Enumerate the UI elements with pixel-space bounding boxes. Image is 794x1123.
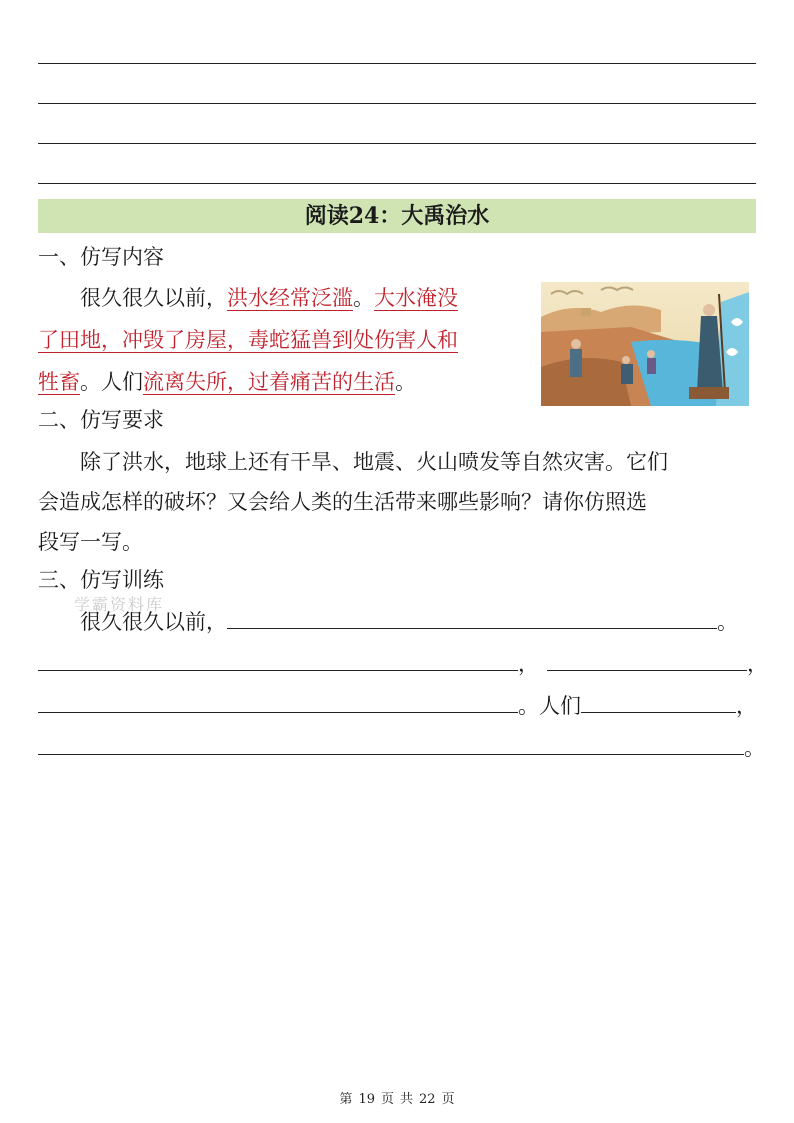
watermark: 学霸资料库: [74, 595, 165, 614]
page-number: 19: [358, 1092, 375, 1107]
text-segment: 。: [395, 370, 416, 394]
text-segment: ，: [747, 652, 768, 676]
text-segment: 。: [353, 286, 374, 310]
highlighted-phrase: 大水淹没: [374, 286, 458, 310]
text-segment: 很久很久以前，: [80, 610, 227, 634]
requirements-line-2: 会造成怎样的破坏？又会给人类的生活带来哪些影响？请你仿照选: [38, 490, 647, 514]
practice-line-1: [80, 606, 738, 637]
answer-blank[interactable]: [38, 690, 518, 713]
answer-blank[interactable]: [581, 690, 736, 713]
writing-line: [38, 63, 756, 64]
text-segment: 很久很久以前，: [80, 286, 227, 310]
total-pages: 22: [419, 1092, 436, 1107]
text-segment: ，: [736, 694, 757, 718]
passage-line-2: [38, 325, 458, 355]
answer-blank[interactable]: [38, 732, 744, 755]
answer-blank[interactable]: [547, 648, 747, 671]
writing-line: [38, 183, 756, 184]
text-segment: 。人们: [518, 694, 581, 718]
writing-line: [38, 103, 756, 104]
practice-line-2: [38, 648, 768, 679]
answer-blank[interactable]: [227, 606, 717, 629]
writing-line: [38, 143, 756, 144]
page-footer: [0, 1088, 794, 1107]
reading-title-banner: [38, 199, 756, 233]
requirements-line-3: 段写一写。: [38, 530, 143, 554]
section-heading-requirements: 二、仿写要求: [38, 408, 164, 432]
practice-line-4: [38, 732, 765, 763]
passage-line-3: [38, 367, 416, 397]
highlighted-phrase: 洪水经常泛滥: [227, 286, 353, 310]
answer-blank[interactable]: [38, 648, 518, 671]
footer-label: 共: [400, 1092, 414, 1107]
footer-label: 页: [441, 1092, 455, 1107]
text-segment: 。: [744, 736, 765, 760]
highlighted-phrase: 牲畜: [38, 370, 80, 394]
requirements-line-1: 除了洪水，地球上还有干旱、地震、火山喷发等自然灾害。它们: [80, 450, 668, 474]
dayu-illustration: [541, 282, 749, 406]
footer-label: 页: [380, 1092, 394, 1107]
reading-title: 阅读24：大禹治水: [304, 203, 490, 229]
text-segment: 。: [717, 610, 738, 634]
highlighted-phrase: 了田地，冲毁了房屋，毒蛇猛兽到处伤害人和: [38, 328, 458, 352]
passage-line-1: [80, 283, 458, 313]
text-segment: ，: [518, 652, 539, 676]
section-heading-content: 一、仿写内容: [38, 245, 164, 269]
practice-line-3: [38, 690, 757, 721]
footer-label: 第: [339, 1092, 353, 1107]
section-heading-practice: 三、仿写训练: [38, 568, 164, 592]
highlighted-phrase: 流离失所，过着痛苦的生活: [143, 370, 395, 394]
text-segment: 。人们: [80, 370, 143, 394]
